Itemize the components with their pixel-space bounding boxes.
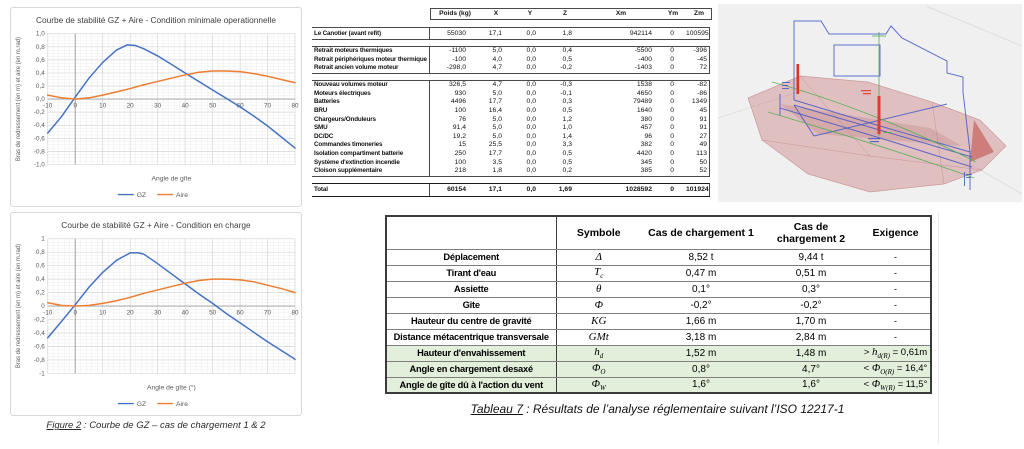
- weights-cell: 17,1: [488, 186, 502, 194]
- chart-panel-min-operational: [10, 7, 302, 207]
- weights-cell: 0,0: [526, 55, 536, 63]
- iso-table-row: [386, 297, 931, 313]
- weights-cell: 382: [640, 141, 652, 149]
- iso-requirement-cell: < $\Phi_{W(R)} = 11,5^\circ$: [861, 377, 931, 393]
- weights-row: [312, 116, 710, 125]
- weights-row-label: DC/DC: [312, 133, 430, 142]
- iso-table-row: [386, 345, 931, 361]
- iso-col-header: Cas de chargement 2: [761, 216, 861, 249]
- svg-text:Angle de gîte (°): Angle de gîte (°): [146, 384, 196, 392]
- weights-cell: 17,1: [488, 29, 502, 37]
- weights-cell: 0: [670, 64, 674, 72]
- svg-text:10: 10: [99, 102, 107, 110]
- iso-value-cell: 0,8°: [641, 361, 761, 377]
- weights-cell: 1538: [636, 81, 652, 89]
- table-caption: [385, 402, 930, 416]
- svg-text:-0,4: -0,4: [33, 122, 45, 130]
- weights-cell: 1,8: [562, 29, 572, 37]
- weights-cell: 0: [670, 186, 674, 194]
- iso-value-cell: 1,48 m: [761, 345, 861, 361]
- weights-cell: 4496: [450, 98, 466, 106]
- svg-text:50: 50: [209, 309, 217, 317]
- weights-cell: -298,0: [446, 64, 466, 72]
- svg-text:1: 1: [41, 235, 45, 243]
- weights-cell: 50: [686, 159, 710, 168]
- iso-row-label: Tirant d'eau: [386, 265, 556, 281]
- svg-text:80: 80: [291, 309, 299, 317]
- weights-cell: 5,0: [492, 132, 502, 140]
- iso-requirement-cell: -: [861, 297, 931, 313]
- cad-3d-drawing: [718, 4, 1022, 202]
- weights-cell: 1,4: [562, 132, 572, 140]
- svg-text:60: 60: [236, 309, 244, 317]
- weights-cell: 5,0: [492, 124, 502, 132]
- iso-row-label: Hauteur d'envahissement: [386, 345, 556, 361]
- weights-row-label: Isolation compartiment batterie: [312, 150, 430, 159]
- weights-row-label: Le Canotier (avant refit): [312, 28, 430, 39]
- svg-text:70: 70: [264, 102, 272, 110]
- weights-cell: 91,4: [452, 124, 466, 132]
- weights-cell: 91: [686, 116, 710, 125]
- table-caption-separator: :: [522, 402, 533, 416]
- weights-cell: 0,0: [526, 107, 536, 115]
- weights-cell: -400: [638, 55, 652, 63]
- weights-cell: 1640: [636, 107, 652, 115]
- weights-cell: 1349: [686, 98, 710, 107]
- svg-text:0: 0: [41, 303, 45, 311]
- weights-col-header: Zm: [694, 10, 704, 17]
- weights-cell: 0,0: [526, 47, 536, 54]
- svg-text:-0,6: -0,6: [33, 343, 45, 351]
- iso-value-cell: 0,51 m: [761, 265, 861, 281]
- weights-cell: 0: [670, 167, 674, 175]
- weights-row-label: Retrait moteurs thermiques: [312, 47, 430, 56]
- weights-cell: 0,4: [562, 47, 572, 54]
- weights-cell: 76: [458, 115, 466, 123]
- iso-value-cell: 4,7°: [761, 361, 861, 377]
- svg-text:GZ: GZ: [136, 401, 147, 409]
- iso-col-header: Exigence: [861, 216, 931, 249]
- weights-cell: -1403: [634, 64, 652, 72]
- iso-value-cell: -0,2°: [761, 297, 861, 313]
- weights-cell: 0,2: [562, 167, 572, 175]
- axis-annotation: [884, 132, 891, 133]
- iso-table-row: [386, 281, 931, 297]
- weights-cell: 55030: [447, 29, 466, 37]
- weights-col-header: Ym: [667, 10, 679, 17]
- weights-cell: 0: [670, 124, 674, 132]
- weights-cell: 52: [686, 167, 710, 176]
- weights-col-header: Xm: [615, 10, 627, 17]
- iso-value-cell: 1,70 m: [761, 313, 861, 329]
- iso-table-row: [386, 265, 931, 281]
- weights-row-label: Nouveau volumes moteur: [312, 81, 430, 90]
- iso-row-label: Angle en chargement desaxé: [386, 361, 556, 377]
- weights-cell: 5,0: [492, 47, 502, 54]
- weights-col-header: Poids (kg): [439, 10, 471, 17]
- iso-symbol: $T_c$: [556, 265, 641, 281]
- iso-table-row: [386, 361, 931, 377]
- weights-row-label: Cloison supplémentaire: [312, 167, 430, 176]
- iso-requirement-cell: -: [861, 265, 931, 281]
- weights-cell: 385: [640, 167, 652, 175]
- svg-text:10: 10: [99, 309, 107, 317]
- weights-row: [312, 90, 710, 99]
- iso-table-row: [386, 377, 931, 393]
- iso-table-row: [386, 329, 931, 345]
- iso-requirement-cell: -: [861, 313, 931, 329]
- svg-text:-0,6: -0,6: [33, 135, 45, 143]
- weights-cell: 4,7: [492, 81, 502, 89]
- weights-row: [312, 124, 710, 133]
- iso-col-header: [386, 216, 556, 249]
- weights-row: [312, 81, 710, 90]
- svg-text:-0,8: -0,8: [33, 356, 45, 364]
- weights-cell: 1028592: [625, 186, 652, 194]
- weights-row: [312, 47, 710, 56]
- iso-row-label: Distance métacentrique transversale: [386, 329, 556, 345]
- iso-value-cell: 1,6°: [761, 377, 861, 393]
- weights-cell: 5,0: [492, 89, 502, 97]
- weights-row: [312, 159, 710, 168]
- weights-row-label: Batteries: [312, 98, 430, 107]
- svg-text:-0,2: -0,2: [33, 109, 45, 117]
- iso-requirement-cell: > $h_{d(R)} = 0,61m$: [861, 345, 931, 361]
- weights-cell: 45: [686, 107, 710, 116]
- weights-cell: 4420: [636, 150, 652, 158]
- iso-symbol: $h_d$: [556, 345, 641, 361]
- weights-cell: 0,0: [526, 98, 536, 106]
- weights-cell: 345: [640, 158, 652, 166]
- weights-row-label: Total: [312, 184, 430, 196]
- weights-cell: 0,0: [526, 124, 536, 132]
- svg-text:40: 40: [181, 102, 189, 110]
- weights-col-header: X: [493, 10, 499, 17]
- weights-cell: -45: [686, 56, 710, 65]
- weights-cell: -5500: [634, 47, 652, 54]
- svg-text:0,6: 0,6: [35, 262, 45, 270]
- svg-text:-0,2: -0,2: [33, 316, 45, 324]
- weights-cell: 0: [670, 47, 674, 54]
- iso-symbol: Δ: [556, 249, 641, 265]
- weights-col-header: Y: [527, 10, 533, 17]
- weights-cell: 942114: [629, 29, 652, 37]
- iso-col-header: Cas de chargement 1: [641, 216, 761, 249]
- iso-requirement-cell: -: [861, 249, 931, 265]
- weights-cell: 1,8: [492, 167, 502, 175]
- svg-text:0: 0: [73, 309, 77, 317]
- svg-text:1,0: 1,0: [35, 30, 45, 38]
- iso-value-cell: 0,1°: [641, 281, 761, 297]
- iso-value-cell: 1,6°: [641, 377, 761, 393]
- weights-cell: 17,7: [488, 150, 502, 158]
- weights-group: [312, 183, 710, 197]
- weights-cell: 0: [670, 158, 674, 166]
- weights-cell: 0,0: [526, 29, 536, 37]
- iso-table-header-row: [386, 216, 931, 249]
- svg-text:Bras de redressement (en m) et: Bras de redressement (en m) et aire (en m.rad): [15, 36, 22, 162]
- svg-text:GZ: GZ: [136, 192, 147, 200]
- iso-symbol: Φ: [556, 297, 641, 313]
- weights-cell: 0: [670, 107, 674, 115]
- svg-text:0,8: 0,8: [35, 249, 45, 257]
- weights-cell: 0,0: [526, 150, 536, 158]
- svg-text:Courbe de stabilité GZ + Aire: Courbe de stabilité GZ + Aire - Condition minimale operationnelle: [36, 14, 276, 25]
- iso-symbol: $\Phi_W$: [556, 377, 641, 393]
- weights-row: [312, 141, 710, 150]
- iso-value-cell: -0,2°: [641, 297, 761, 313]
- svg-text:40: 40: [181, 309, 189, 317]
- iso-value-cell: 0,3°: [761, 281, 861, 297]
- weights-cell: 0,5: [562, 158, 572, 166]
- weights-cell: 250: [454, 150, 466, 158]
- weights-cell: 4,7: [492, 64, 502, 72]
- weights-cell: 0: [670, 81, 674, 89]
- iso-value-cell: 8,52 t: [641, 249, 761, 265]
- weights-row-label: SMU: [312, 124, 430, 133]
- weights-row: [312, 184, 710, 196]
- iso-requirement-cell: -: [861, 329, 931, 345]
- weights-cell: 457: [640, 124, 652, 132]
- svg-text:0,4: 0,4: [35, 69, 45, 77]
- weights-row-label: Système d'extinction incendie: [312, 159, 430, 168]
- weights-group: [312, 46, 710, 74]
- cad-3d-view: [718, 4, 1022, 202]
- weights-cell: 15: [458, 141, 466, 149]
- weights-cell: 930: [454, 89, 466, 97]
- iso-value-cell: 3,18 m: [641, 329, 761, 345]
- column-separator: [938, 212, 939, 444]
- weights-cell: 1,69: [558, 186, 572, 194]
- weights-row: [312, 150, 710, 159]
- svg-text:0,2: 0,2: [35, 289, 45, 297]
- weights-cell: 4650: [636, 89, 652, 97]
- table-caption-text: Résultats de l’analyse réglementaire suivant l’ISO 12217-1: [532, 402, 845, 416]
- iso-results-table: [385, 215, 932, 394]
- svg-text:Aire: Aire: [176, 192, 189, 200]
- table-caption-label: Tableau 7: [470, 402, 523, 416]
- weights-cell: 0,0: [526, 64, 536, 72]
- weights-cell: 91: [686, 124, 710, 133]
- iso-row-label: Assiette: [386, 281, 556, 297]
- weights-cell: 0,0: [526, 186, 536, 194]
- svg-text:80: 80: [291, 102, 299, 110]
- svg-text:-10: -10: [43, 309, 53, 317]
- svg-text:30: 30: [154, 309, 162, 317]
- iso-requirement-cell: < $\Phi_{O(R)} = 16,4^\circ$: [861, 361, 931, 377]
- svg-text:0: 0: [73, 102, 77, 110]
- weights-cell: 79489: [633, 98, 652, 106]
- weights-cell: 1,0: [562, 124, 572, 132]
- svg-text:Bras de redressement (en m) et: Bras de redressement (en m) et aire (en m.rad): [15, 243, 22, 369]
- weights-cell: 0,0: [526, 158, 536, 166]
- svg-text:-1: -1: [39, 370, 45, 378]
- weights-cell: 0,0: [526, 132, 536, 140]
- figure-caption-label: Figure 2: [46, 420, 82, 431]
- weights-row: [312, 167, 710, 176]
- weights-cell: 19,2: [452, 132, 466, 140]
- weights-cell: 101924: [686, 184, 710, 196]
- iso-row-label: Hauteur du centre de gravité: [386, 313, 556, 329]
- weights-row-label: Commandes timoneries: [312, 141, 430, 150]
- weights-cell: -0,3: [560, 81, 572, 89]
- weights-cell: 113: [686, 150, 710, 159]
- iso-value-cell: 9,44 t: [761, 249, 861, 265]
- weights-cell: 0: [670, 98, 674, 106]
- weights-row: [312, 133, 710, 142]
- weights-cell: 0,3: [562, 98, 572, 106]
- weights-cell: 0,5: [562, 55, 572, 63]
- svg-text:60: 60: [236, 102, 244, 110]
- weights-cell: -86: [686, 90, 710, 99]
- iso-table-row: [386, 313, 931, 329]
- weights-cell: 0,0: [526, 81, 536, 89]
- weights-cell: 4,0: [492, 55, 502, 63]
- stability-chart-min-operational: [11, 8, 301, 206]
- weights-cell: 0,0: [526, 141, 536, 149]
- svg-text:Aire: Aire: [176, 401, 189, 409]
- iso-value-cell: 0,47 m: [641, 265, 761, 281]
- iso-row-label: Déplacement: [386, 249, 556, 265]
- weights-cell: 0: [670, 132, 674, 140]
- iso-value-cell: 1,52 m: [641, 345, 761, 361]
- weights-group: [312, 80, 710, 177]
- weights-cell: 96: [644, 132, 652, 140]
- weights-cell: 0: [670, 115, 674, 123]
- weights-cell: 0: [670, 150, 674, 158]
- weights-cell: 3,5: [492, 158, 502, 166]
- figure-caption-separator: :: [81, 420, 90, 431]
- weights-row: [312, 64, 710, 73]
- weights-cell: -1100: [449, 47, 466, 54]
- weights-cell: 326,5: [448, 81, 466, 89]
- svg-text:50: 50: [209, 102, 217, 110]
- weights-cell: 0,5: [562, 107, 572, 115]
- weights-row-label: Moteurs électriques: [312, 90, 430, 99]
- svg-text:0,8: 0,8: [35, 43, 45, 51]
- weights-cell: 0: [670, 29, 674, 37]
- weights-cell: -100: [452, 55, 466, 63]
- svg-text:-0,4: -0,4: [33, 329, 45, 337]
- weights-col-header: Z: [562, 10, 568, 17]
- weights-cell: -82: [686, 81, 710, 90]
- weights-cell: 100: [454, 158, 466, 166]
- weights-cell: 49: [686, 141, 710, 150]
- weights-table: [312, 8, 710, 197]
- figure-caption-text: Courbe de GZ – cas de chargement 1 & 2: [89, 420, 266, 431]
- iso-requirement-cell: -: [861, 281, 931, 297]
- weights-cell: 0: [670, 55, 674, 63]
- svg-text:20: 20: [126, 102, 134, 110]
- weights-table-header: [312, 8, 710, 20]
- iso-symbol: $\Phi_O$: [556, 361, 641, 377]
- weights-cell: 17,7: [488, 98, 502, 106]
- weights-row-label: Retrait ancien volume moteur: [312, 64, 430, 73]
- weights-cell: -0,1: [560, 89, 572, 97]
- weights-cell: 0,0: [526, 115, 536, 123]
- iso-value-cell: 1,66 m: [641, 313, 761, 329]
- svg-text:20: 20: [126, 309, 134, 317]
- weights-cell: 5,0: [492, 115, 502, 123]
- svg-text:0,2: 0,2: [35, 82, 45, 90]
- weights-cell: 72: [686, 64, 710, 73]
- figure-caption: [4, 420, 308, 431]
- stability-chart-loaded: [11, 213, 301, 415]
- svg-text:-0,8: -0,8: [33, 148, 45, 156]
- svg-text:0,4: 0,4: [35, 276, 45, 284]
- weights-cell: 0,5: [562, 150, 572, 158]
- svg-text:0,0: 0,0: [35, 96, 45, 104]
- weights-group: [312, 27, 710, 40]
- weights-cell: 1,2: [562, 115, 572, 123]
- weights-cell: -396: [686, 47, 710, 56]
- weights-cell: 3,3: [562, 141, 572, 149]
- weights-cell: 218: [454, 167, 466, 175]
- chart-panel-loaded: [10, 212, 302, 416]
- svg-text:30: 30: [154, 102, 162, 110]
- weights-cell: 25,5: [488, 141, 502, 149]
- weights-cell: -0,2: [560, 64, 572, 72]
- iso-col-header: Symbole: [556, 216, 641, 249]
- weights-cell: 0,0: [526, 167, 536, 175]
- weights-cell: 16,4: [488, 107, 502, 115]
- weights-row-label: BRU: [312, 107, 430, 116]
- iso-results-table-wrap: [385, 215, 932, 394]
- weights-cell: 100595: [686, 29, 709, 37]
- iso-row-label: Gîte: [386, 297, 556, 313]
- svg-text:Courbe de stabilité GZ + Aire: Courbe de stabilité GZ + Aire - Condition en charge: [61, 219, 251, 230]
- weights-cell: 27: [686, 133, 710, 142]
- weights-cell: 100: [454, 107, 466, 115]
- weights-cell: 60154: [447, 186, 466, 194]
- weights-cell: 380: [640, 115, 652, 123]
- weights-row-label: Chargeurs/Onduleurs: [312, 116, 430, 125]
- iso-table-row: [386, 249, 931, 265]
- svg-text:Angle de gîte: Angle de gîte: [151, 175, 192, 183]
- weights-row: [312, 107, 710, 116]
- weights-cell: 0,0: [526, 89, 536, 97]
- weights-row-label: Retrait périphériques moteur thermique: [312, 56, 430, 65]
- svg-text:-10: -10: [43, 102, 53, 110]
- iso-value-cell: 2,84 m: [761, 329, 861, 345]
- iso-symbol: KG: [556, 313, 641, 329]
- weights-row: [312, 28, 710, 39]
- svg-text:70: 70: [264, 309, 272, 317]
- weights-cell: 0: [670, 141, 674, 149]
- weights-cell: 0: [670, 89, 674, 97]
- weights-row: [312, 56, 710, 65]
- svg-text:0,6: 0,6: [35, 56, 45, 64]
- iso-symbol: GMt: [556, 329, 641, 345]
- iso-symbol: θ: [556, 281, 641, 297]
- iso-row-label: Angle de gîte dû à l'action du vent: [386, 377, 556, 393]
- svg-text:-1,0: -1,0: [33, 161, 45, 169]
- weights-row: [312, 98, 710, 107]
